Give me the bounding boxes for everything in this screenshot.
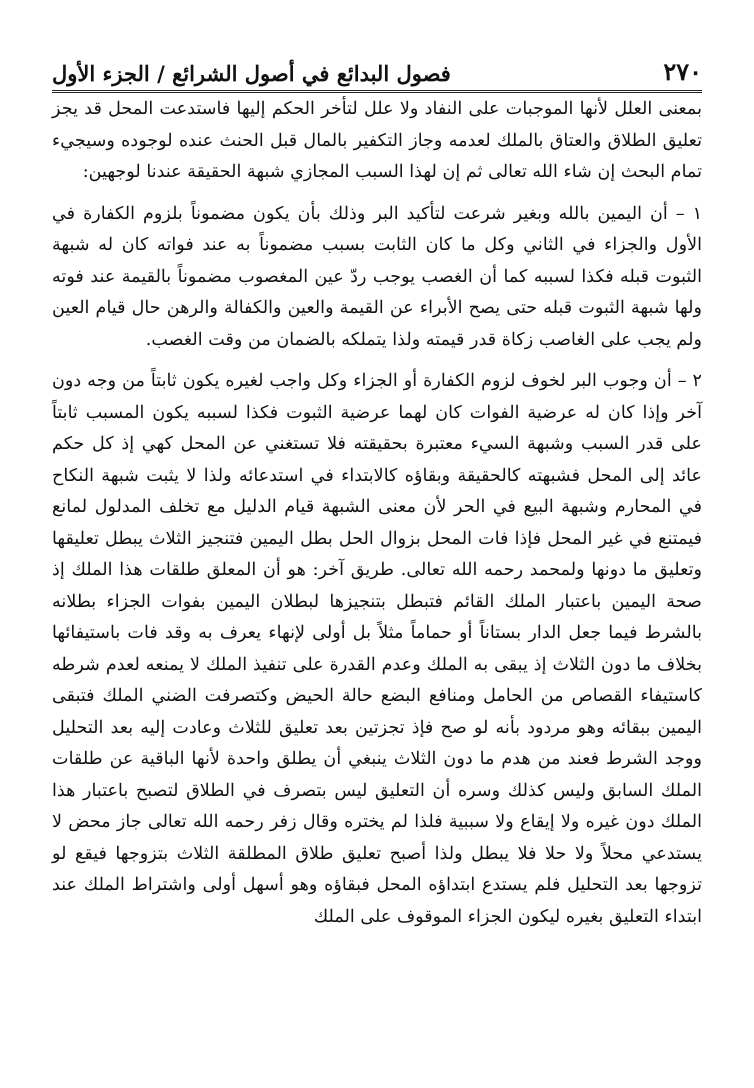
paragraph-intro: بمعنى العلل لأنها الموجبات على النفاد ولا علل لتأخر الحكم إليها فاستدعت المحل قد يجز تعليق الطلاق والعتاق بالملك لعدمه وجاز التكفير بالمال قبل الحنث عنده لوجوده وسيجيء تمام البحث إن شاء الله تعالى ثم إن لهذا السبب المجازي شبهة الحقيقة عندنا لوجهين: — [52, 99, 702, 182]
page-number: ٢٧٠ — [663, 57, 702, 86]
running-title: فصول البدائع في أصول الشرائع / الجزء الأول — [52, 61, 451, 86]
paragraph-point-1: ١ – أن اليمين بالله وبغير شرعت لتأكيد البر وذلك بأن يكون مضموناً بلزوم الكفارة في الأول والجزاء في الثاني وكل ما كان الثابت بسبب مضموناً به عند فواته كان له شبهة الثبوت قبله فكذا لسببه كما أن الغصب يوجب ردّ عين المغصوب مضموناً بالقيمة عند فوته ولها شبهة الثبوت قبله حتى يصح الأبراء عن القيمة والعين والكفالة والرهن حال قيام العين ولم يجب على الغاصب زكاة قدر قيمته ولذا يتملكه بالضمان من وقت الغصب. — [52, 203, 703, 350]
page-body — [52, 94, 702, 933]
page-header — [52, 40, 702, 93]
paragraph-point-2: ٢ – أن وجوب البر لخوف لزوم الكفارة أو الجزاء وكل واجب لغيره يكون ثابتاً من وجه دون آخر وإذا كان له عرضية الفوات كان لهما عرضية الثبوت فكذا لسببه يكون المسبب ثابتاً على قدر السبب وشبهة السيء معتبرة بحقيقته فلا تستغني عن المحل كهي إذ كل حكم عائد إلى المحل فشبهته كالحقيقة وبقاؤه كالابتداء في استدعائه ولذا لا يثبت شبهة النكاح في المحارم وشبهة البيع في الحر لأن معنى الشبهة قيام الدليل مع تخلف المدلول لمانع فيمتنع في غير المحل فإذا فات المحل بزوال الحل بطل اليمين فتنجيز الثلاث يبطل تعليقها وتعليق ما دونها ولمحمد رحمه الله تعالى. طريق آخر: هو أن المعلق طلقات هذا الملك إذ صحة اليمين باعتبار الملك القائم فتبطل بتنجيزها لبطلان اليمين بفوات الجزاء بطلانه بالشرط فيما جعل الدار بستاناً أو حماماً مثلاً بل أولى لإنهاء يعرف به وقد فات باستيفائها بخلاف ما دون الثلاث إذ يبقى به الملك وعدم القدرة على تنفيذ الملك لا يمنعه لعدم شرطه كاستيفاء القصاص من الحامل ومنافع البضع حالة الحيض وكتصرفت الضني الملك فتبقى اليمين ببقائه وهو مردود بأنه لو صح فإذ تجزتين بعد تعليق للثلاث وعادت إليه بعد التحليل ووجد الشرط فعند من هدم ما دون الثلاث ينبغي أن يطلق واحدة لأنها الباقية عن طلقات الملك السابق وليس كذلك وسره أن التعليق ليس بتصرف في الطلاق لتصبح باعتبار هذا الملك دون غيره ولا إيقاع ولا سببية فلذا لم يختره وقال زفر رحمه الله تعالى جاز محض لا يستدعي محلاً ولا حلا فلا يبطل ولذا أصبح تعليق طلاق المطلقة الثلاث بتزوجها فيقع لو تزوجها بعد التحليل فلم يستدع ابتداؤه المحل فبقاؤه وهو أسهل أولى واشتراط الملك عند ابتداء التعليق بغيره ليكون الجزاء الموقوف على الملك — [52, 371, 702, 927]
